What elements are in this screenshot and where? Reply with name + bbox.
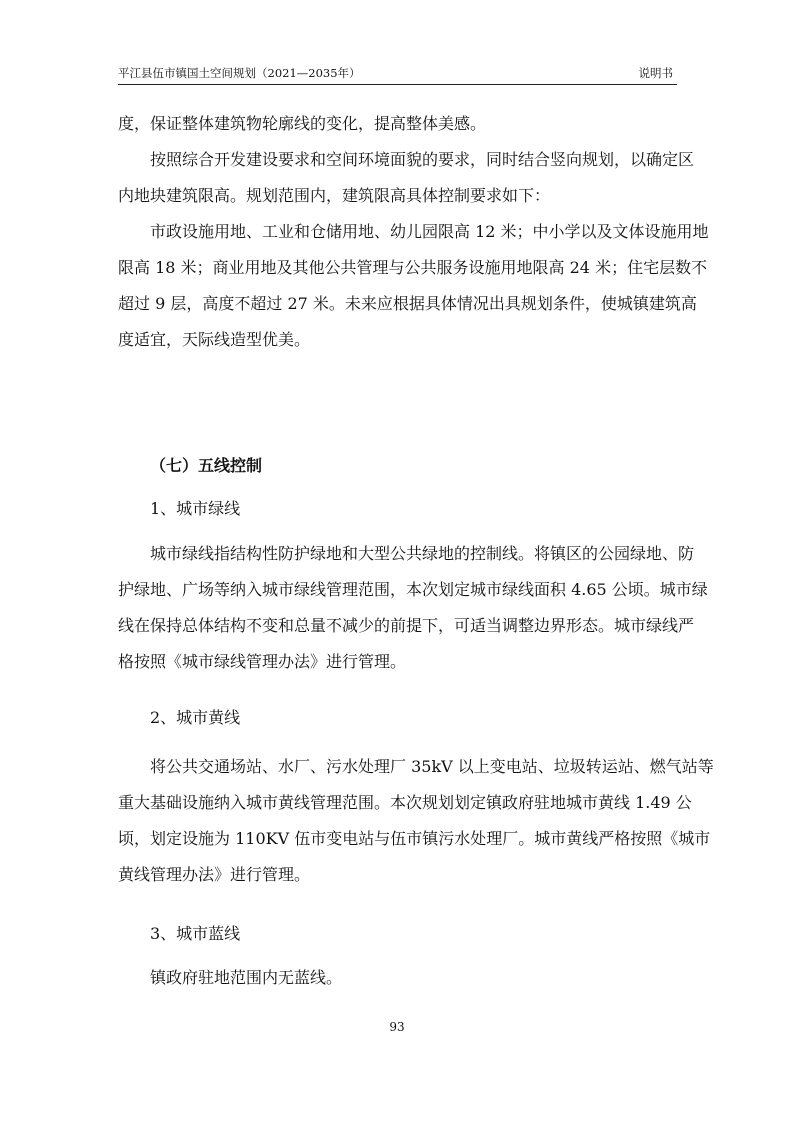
text-line: 度适宜，天际线造型优美。 xyxy=(118,330,311,349)
text-line: 线在保持总体结构不变和总量不减少的前提下，可适当调整边界形态。城市绿线严 xyxy=(118,616,695,635)
text-line: 将公共交通场站、水厂、污水处理厂 35kV 以上变电站、垃圾转运站、燃气站等 xyxy=(150,757,714,776)
paragraph-blue-line xyxy=(118,960,680,996)
text-line: 限高 18 米；商业用地及其他公共管理与公共服务设施用地限高 24 米；住宅层数不 xyxy=(118,258,708,277)
subsection-title: 3、城市蓝线 xyxy=(150,924,241,943)
text-line: 城市绿线指结构性防护绿地和大型公共绿地的控制线。将镇区的公园绿地、防 xyxy=(150,544,695,563)
text-line: 镇政府驻地范围内无蓝线。 xyxy=(150,968,343,987)
subsection-green-line xyxy=(118,491,680,527)
header-title: 平江县伍市镇国土空间规划（2021—2035年） xyxy=(118,66,361,80)
subsection-title: 2、城市黄线 xyxy=(150,708,241,727)
subsection-yellow-line xyxy=(118,700,680,736)
section-heading: （七）五线控制 xyxy=(150,456,263,475)
subsection-title: 1、城市绿线 xyxy=(150,499,241,518)
text-line: 格按照《城市绿线管理办法》进行管理。 xyxy=(118,652,407,671)
paragraph-building-height xyxy=(118,106,709,358)
text-line: 度，保证整体建筑物轮廓线的变化，提高整体美感。 xyxy=(118,114,487,133)
text-line: 重大基础设施纳入城市黄线管理范围。本次规划划定镇政府驻地城市黄线 1.49 公 xyxy=(118,793,692,812)
text-line: 内地块建筑限高。规划范围内，建筑限高具体控制要求如下： xyxy=(118,186,551,205)
page-number: 93 xyxy=(389,1020,405,1034)
page-header xyxy=(118,62,677,85)
text-line: 按照综合开发建设要求和空间环境面貌的要求，同时结合竖向规划，以确定区 xyxy=(150,150,695,169)
header-doc-type: 说明书 xyxy=(638,66,673,80)
text-line: 黄线管理办法》进行管理。 xyxy=(118,865,311,884)
text-line: 超过 9 层，高度不超过 27 米。未来应根据具体情况出具规划条件，使城镇建筑高 xyxy=(118,294,697,313)
section-five-lines xyxy=(118,448,680,484)
paragraph-green-line xyxy=(118,536,708,680)
subsection-blue-line xyxy=(118,916,680,952)
text-line: 市政设施用地、工业和仓储用地、幼儿园限高 12 米；中小学以及文体设施用地 xyxy=(150,222,709,241)
text-line: 护绿地、广场等纳入城市绿线管理范围，本次划定城市绿线面积 4.65 公顷。城市绿 xyxy=(118,580,708,599)
paragraph-yellow-line xyxy=(118,749,714,893)
text-line: 顷，划定设施为 110KV 伍市变电站与伍市镇污水处理厂。城市黄线严格按照《城市 xyxy=(118,829,711,848)
